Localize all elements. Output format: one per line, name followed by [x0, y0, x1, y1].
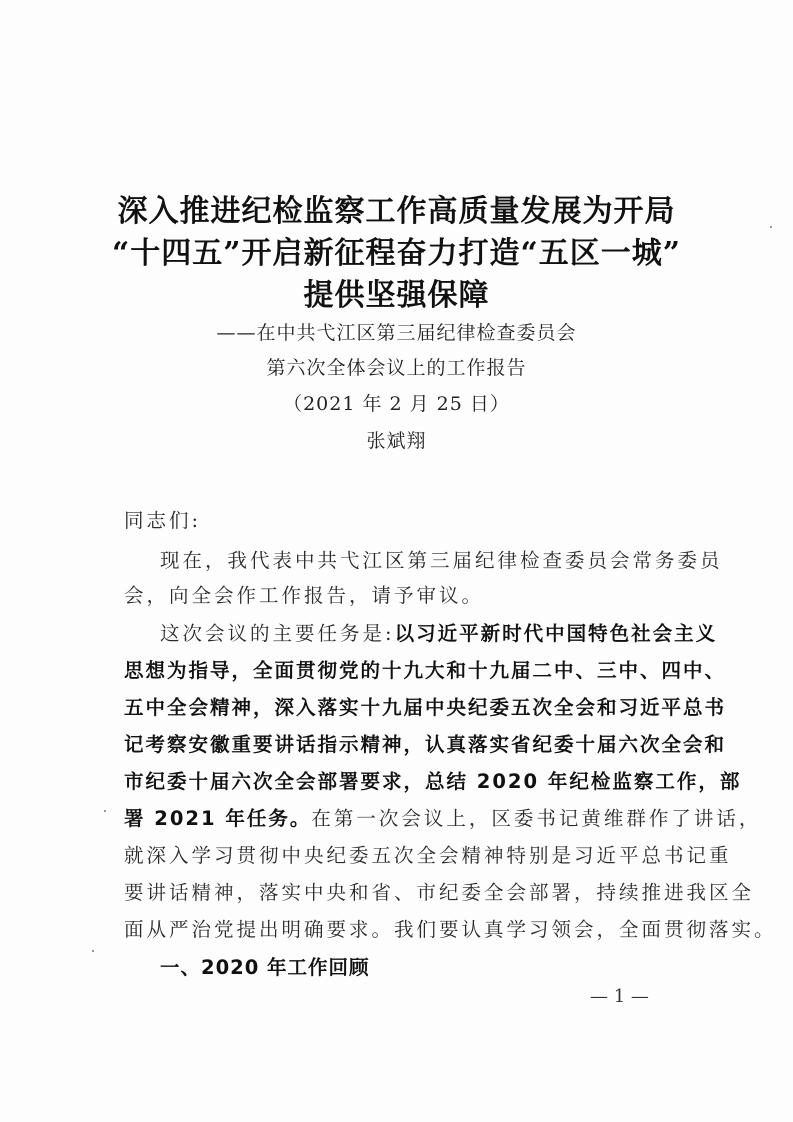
- paragraph-2-line-5: 市纪委十届六次全会部署要求，总结 2020 年纪检监察工作，部: [124, 770, 742, 793]
- author-name: 张斌翔: [366, 430, 427, 452]
- scan-speck: [770, 226, 772, 228]
- scan-speck: [92, 950, 94, 952]
- paragraph-2-line-3: 五中全会精神，深入落实十九届中央纪委五次全会和习近平总书: [124, 696, 727, 719]
- paragraph-2-line-2: 思想为指导，全面贯彻党的十九大和十九届二中、三中、四中、: [124, 659, 727, 682]
- page-number: — 1 —: [590, 986, 649, 1007]
- report-title-line-2: “十四五”开启新征程奋力打造“五区一城”: [111, 236, 682, 271]
- subtitle-line-1: ——在中共弋江区第三届纪律检查委员会: [216, 322, 577, 344]
- paragraph-2-emphasis: 以习近平新时代中国特色社会主义: [394, 622, 718, 645]
- paragraph-2-continuation: 在第一次会议上，区委书记黄维群作了讲话，: [311, 807, 762, 830]
- paragraph-2-line-1: [160, 618, 717, 646]
- paragraph-2-line-9: 面从严治党提出明确要求。我们要认真学习领会，全面贯彻落实。: [124, 918, 777, 941]
- paragraph-2-lead: 这次会议的主要任务是:: [160, 622, 395, 645]
- paragraph-1-line-2: 会，向全会作工作报告，请予审议。: [124, 584, 485, 607]
- report-title-line-3: 提供坚强保障: [303, 278, 490, 313]
- scan-speck: [104, 810, 106, 812]
- salutation: 同志们:: [124, 509, 202, 532]
- paragraph-2-emphasis-end: 署 2021 年任务。: [124, 807, 312, 830]
- section-heading: 一、2020 年工作回顾: [160, 956, 370, 979]
- subtitle-line-2: 第六次全体会议上的工作报告: [266, 357, 527, 379]
- paragraph-1-line-1: 现在，我代表中共弋江区第三届纪律检查委员会常务委员: [160, 549, 723, 572]
- report-date: （2021 年 2 月 25 日）: [283, 393, 510, 415]
- paragraph-2-line-7: 就深入学习贯彻中央纪委五次全会精神特别是习近平总书记重: [124, 844, 732, 867]
- paragraph-2-line-6: [124, 803, 761, 831]
- report-title-line-1: 深入推进纪检监察工作高质量发展为开局: [117, 194, 676, 229]
- paragraph-2-line-4: 记考察安徽重要讲话指示精神，认真落实省纪委十届六次全会和: [124, 733, 727, 756]
- paragraph-2-line-8: 要讲话精神，落实中央和省、市纪委全会部署，持续推进我区全: [124, 881, 755, 904]
